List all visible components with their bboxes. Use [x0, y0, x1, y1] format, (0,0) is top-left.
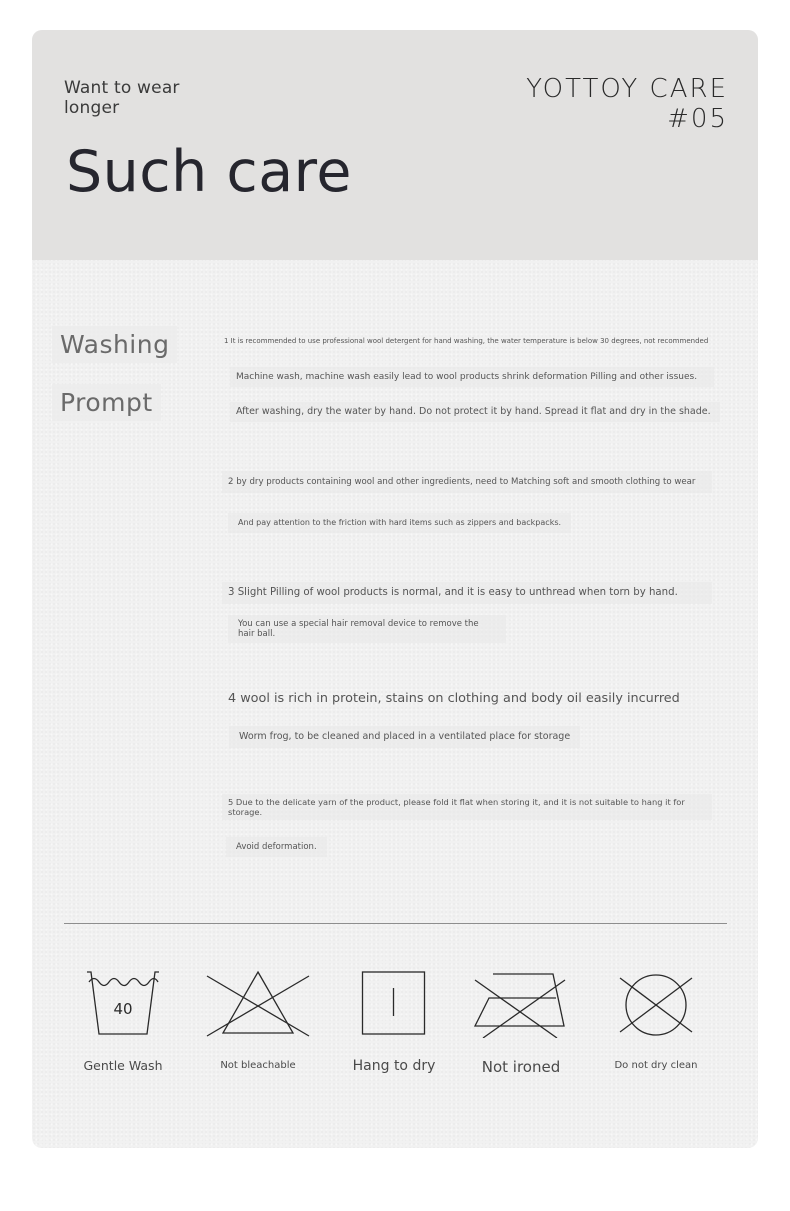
tagline-line-2: longer: [64, 98, 120, 118]
care-card: [32, 30, 758, 1148]
hang-to-dry-label: Hang to dry: [352, 1058, 436, 1074]
gentle-wash-label: Gentle Wash: [83, 1058, 163, 1073]
tip-5-line-2: Avoid deformation.: [226, 837, 327, 857]
hang-to-dry-icon: [359, 968, 429, 1038]
care-item-not-ironed: [461, 968, 581, 1076]
tip-2-line-1: 2 by dry products containing wool and other ingredients, need to Matching soft and smooth clothing to wear: [222, 471, 712, 493]
section-divider: [64, 923, 727, 924]
tip-1-line-1: 1 It is recommended to use professional wool detergent for hand washing, the water temperature is below 30 degrees, not recommended: [224, 337, 709, 345]
tip-5: [222, 794, 712, 820]
tip-3: [222, 582, 712, 604]
tip-3-line-1: 3 Slight Pilling of wool products is normal, and it is easy to unthread when torn by hand.: [222, 582, 712, 604]
brand-mark: [526, 74, 728, 134]
tip-1-detail-a: [230, 367, 714, 387]
tip-2-detail: [228, 510, 728, 533]
not-ironed-label: Not ironed: [481, 1058, 561, 1076]
do-not-dry-clean-label: Do not dry clean: [614, 1060, 698, 1071]
header-panel: [32, 30, 758, 260]
tip-5-detail: [226, 834, 726, 857]
tagline: [64, 78, 180, 118]
tip-3-detail: [228, 615, 506, 643]
tip-2-line-2: And pay attention to the friction with hard items such as zippers and backpacks.: [228, 513, 571, 533]
tip-4-line-2: Worm frog, to be cleaned and placed in a ventilated place for storage: [229, 726, 580, 748]
care-item-do-not-dry-clean: [596, 968, 716, 1071]
not-bleachable-label: Not bleachable: [220, 1060, 296, 1071]
brand-number: #05: [667, 104, 728, 134]
tip-2: [222, 471, 712, 493]
tip-1-line-2: Machine wash, machine wash easily lead to wool products shrink deformation Pilling and other issues.: [230, 367, 714, 387]
tip-4: [222, 687, 722, 711]
brand-name: YOTTOY CARE: [526, 74, 728, 104]
care-item-gentle-wash: [63, 968, 183, 1073]
tip-1-line-3: After washing, dry the water by hand. Do not protect it by hand. Spread it flat and dry in the shade.: [230, 402, 720, 422]
gentle-wash-40-icon: [83, 968, 163, 1038]
tip-5-line-1: 5 Due to the delicate yarn of the product, please fold it flat when storing it, and it is not suitable to hang it for storage.: [222, 794, 712, 820]
not-bleachable-icon: [205, 968, 311, 1038]
tip-1: [222, 333, 722, 349]
do-not-dry-clean-icon: [616, 968, 696, 1038]
not-ironed-icon: [473, 968, 569, 1038]
page-title: Such care: [66, 139, 352, 205]
care-item-hang-to-dry: [334, 968, 454, 1074]
care-item-not-bleachable: [198, 968, 318, 1071]
wash-temperature: 40: [113, 1000, 133, 1018]
tagline-line-1: Want to wear: [64, 78, 180, 98]
tip-3-line-2: You can use a special hair removal device to remove the hair ball.: [228, 615, 506, 643]
side-label-washing: Washing: [52, 326, 177, 363]
side-label-prompt: Prompt: [52, 384, 161, 421]
tip-1-detail-b: [230, 402, 720, 422]
tip-4-line-1: 4 wool is rich in protein, stains on clothing and body oil easily incurred: [228, 691, 680, 706]
tip-4-detail: [229, 724, 729, 748]
